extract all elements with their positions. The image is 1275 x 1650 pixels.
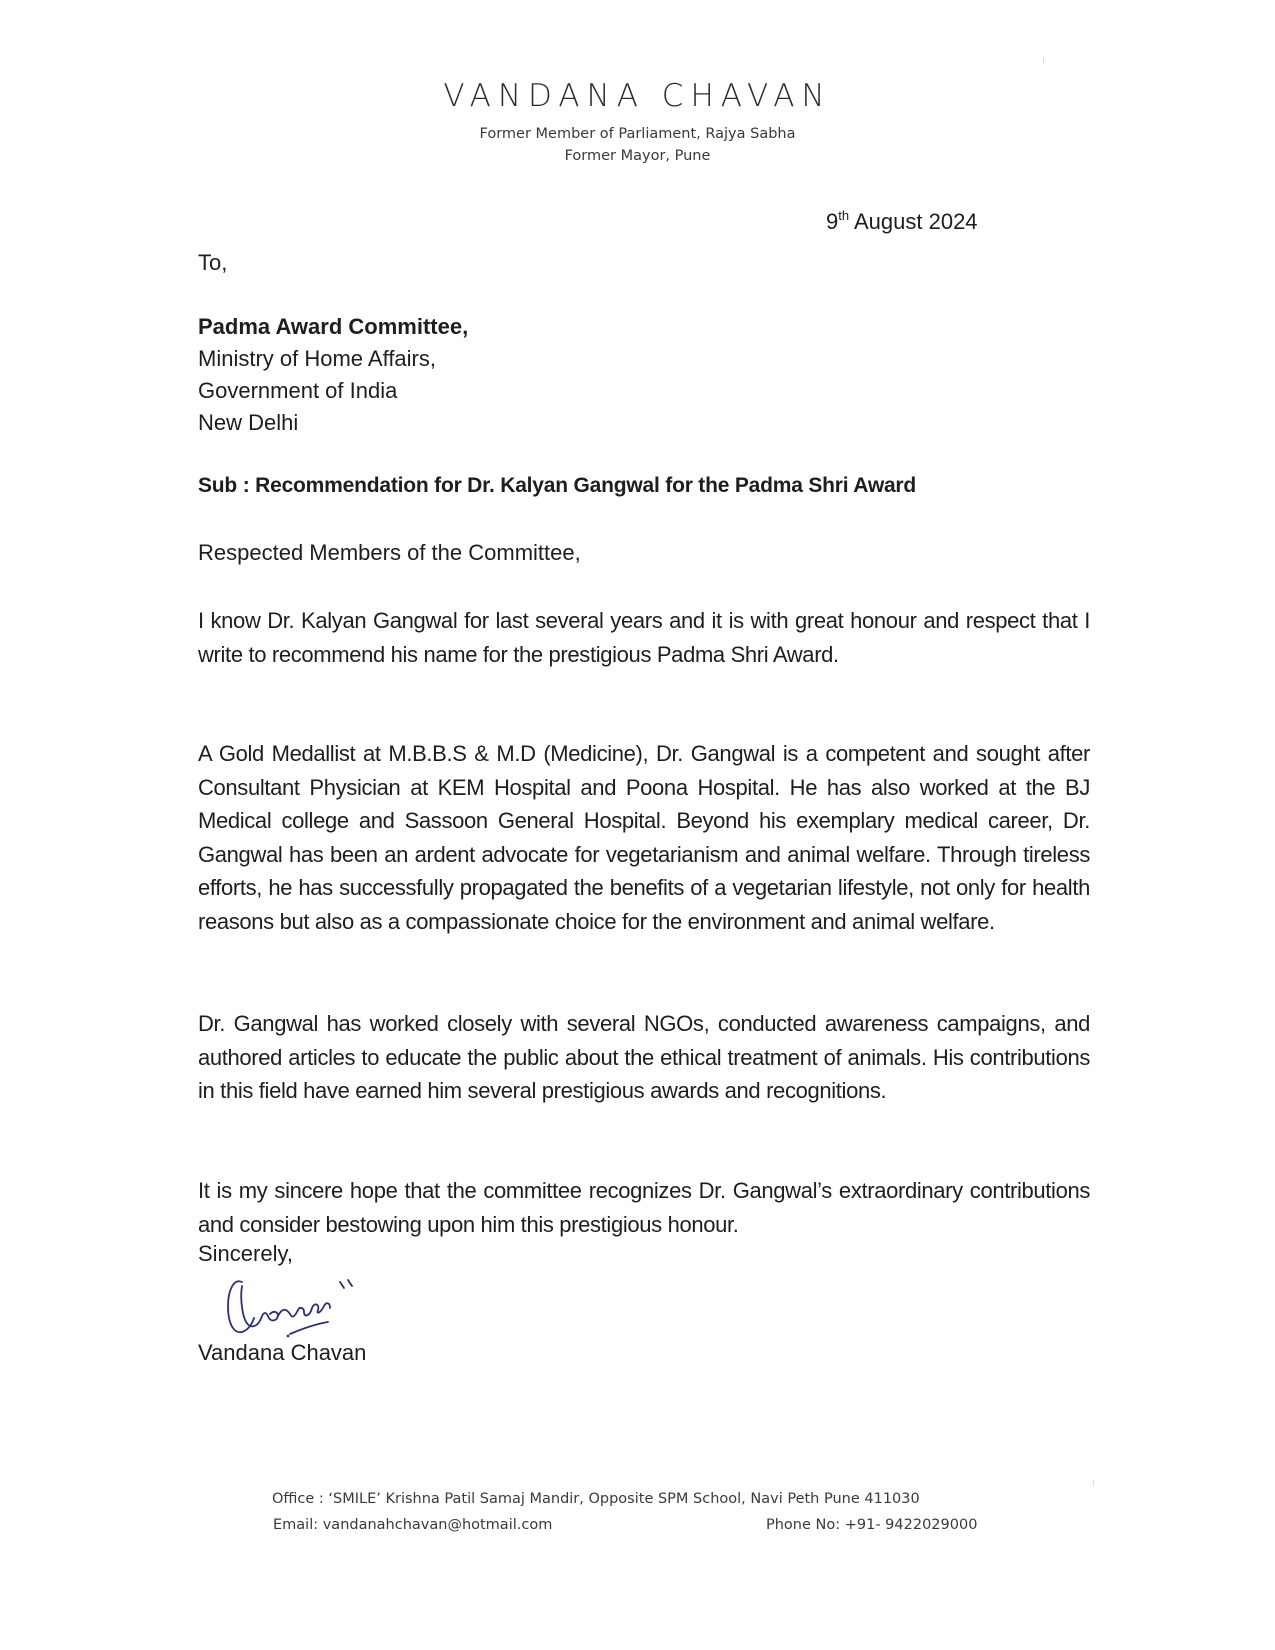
letter-date xyxy=(826,208,978,235)
recipient-government: Government of India xyxy=(198,378,398,403)
letterhead-name: VANDANA CHAVAN xyxy=(443,78,832,114)
letter-closing: Sincerely, xyxy=(198,1241,293,1266)
body-paragraph-2: A Gold Medallist at M.B.B.S & M.D (Medicine), Dr. Gangwal is a competent and sought after Consultant Physician at KEM Hospital and Poona Hospital. He has also worked at the BJ Medical college and Sassoon General Hospital. Beyond his exemplary medical career, Dr. Gangwal has been an ardent advocate for vegetarianism and animal welfare. Through tireless efforts, he has successfully propagated the benefits of a vegetarian lifestyle, not only for health reasons but also as a compassionate choice for the environment and animal welfare. xyxy=(198,741,1090,934)
footer-phone: Phone No: +91- 9422029000 xyxy=(766,1517,978,1533)
to-label: To, xyxy=(198,250,228,275)
letterhead-subtitle-mayor: Former Mayor, Pune xyxy=(564,148,711,164)
recipient-city: New Delhi xyxy=(198,410,299,435)
scan-speck xyxy=(1043,58,1044,64)
footer-office-address: Office : ‘SMILE’ Krishna Patil Samaj Mandir, Opposite SPM School, Navi Peth Pune 411030 xyxy=(272,1491,920,1507)
body-paragraph-4: It is my sincere hope that the committee recognizes Dr. Gangwal’s extraordinary contributions and consider bestowing upon him this prestigious honour. xyxy=(198,1178,1090,1237)
handwritten-signature-icon xyxy=(220,1268,420,1348)
date-day: 9 xyxy=(826,209,839,234)
recipient-committee: Padma Award Committee, xyxy=(198,314,469,339)
recipient-ministry: Ministry of Home Affairs, xyxy=(198,346,436,371)
body-paragraph-1: I know Dr. Kalyan Gangwal for last several years and it is with great honour and respect that I write to recommend his name for the prestigious Padma Shri Award. xyxy=(198,608,1090,667)
letter-subject: Sub : Recommendation for Dr. Kalyan Gangwal for the Padma Shri Award xyxy=(198,474,917,497)
footer-email: Email: vandanahchavan@hotmail.com xyxy=(273,1517,553,1533)
recipient-block xyxy=(198,247,468,439)
letterhead-subtitle-parliament: Former Member of Parliament, Rajya Sabha xyxy=(479,126,796,142)
date-month-year: August 2024 xyxy=(849,209,978,234)
date-suffix: th xyxy=(838,208,850,223)
scan-speck xyxy=(1093,1480,1094,1486)
body-paragraph-3: Dr. Gangwal has worked closely with several NGOs, conducted awareness campaigns, and authored articles to educate the public about the ethical treatment of animals. His contributions in this field have earned him several prestigious awards and recognitions. xyxy=(198,1011,1090,1103)
letter-salutation: Respected Members of the Committee, xyxy=(198,540,581,565)
signer-name: Vandana Chavan xyxy=(198,1340,367,1365)
